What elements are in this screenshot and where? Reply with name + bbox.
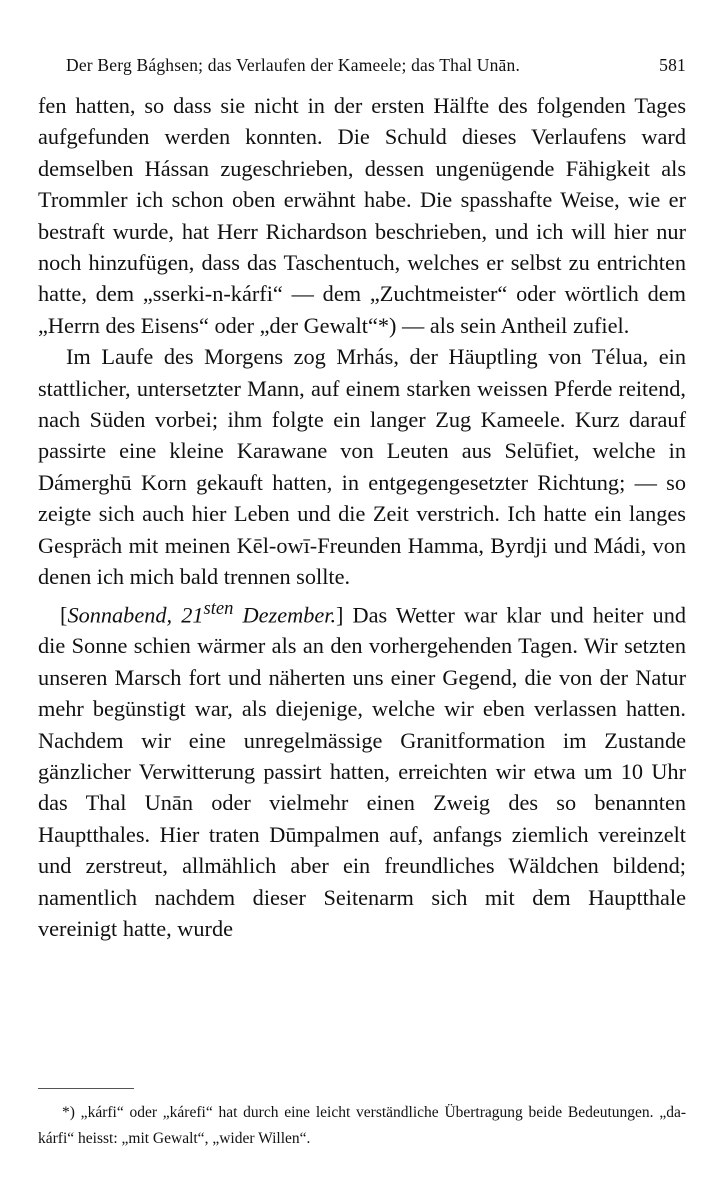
date-bracket-open: [ (60, 601, 68, 627)
footnote: *) „kárfi“ oder „kárefi“ hat durch eine leicht verständliche Übertragung beide Bedeutungen. „da-kárfi“ heisst: „mit Gewalt“, „wider Willen“. (38, 1104, 686, 1147)
date-heading-month: Dezember. (233, 601, 337, 627)
date-bracket-close: ] (336, 601, 344, 627)
paragraph-saturday (38, 593, 686, 945)
paragraph-continuation: fen hatten, so dass sie nicht in der ersten Hälfte des folgenden Tages aufgefunden werden konnten. Die Schuld dieses Verlaufens ward demselben Hássan zugeschrieben, dessen ungenügende Fähigkeit als Trommler ich schon oben erwähnt habe. Die spasshafte Weise, wie er bestraft wurde, hat Herr Richardson beschrieben, und ich will hier nur noch hinzufügen, dass das Taschentuch, welches er selbst zu entrichten hatte, dem „sserki-n-kárfi“ — dem „Zuchtmeister“ oder wörtlich dem „Herrn des Eisens“ oder „der Gewalt“*) — als sein Antheil zufiel. (38, 93, 686, 338)
main-text (38, 90, 686, 944)
date-heading-ordinal: sten (203, 597, 234, 619)
paragraph-saturday-text: Das Wetter war klar und heiter und die Sonne schien wärmer als an den vorhergehenden Tagen. Wir setzten unseren Marsch fort und näherten uns einer Gegend, die von der Natur mehr begünstigt war, als diejenige, welche wir eben verlassen hatten. Nachdem wir eine unregelmässige Granitformation im Zustande gänzlicher Verwitterung passirt hatten, erreichten wir etwa um 10 Uhr das Thal Unān oder vielmehr einen Zweig des so benannten Hauptthales. Hier traten Dūmpalmen auf, anfangs ziemlich vereinzelt und zerstreut, allmählich aber ein freundliches Wäldchen bildend; namentlich nachdem dieser Seitenarm sich mit dem Hauptthale vereinigt hatte, wurde (38, 601, 686, 941)
date-heading-day: Sonnabend, 21 (67, 601, 204, 627)
paragraph-morning: Im Laufe des Morgens zog Mrhás, der Häuptling von Télua, ein stattlicher, untersetzter Mann, auf einem starken weissen Pferde reitend, nach Süden vorbei; ihm folgte ein langer Zug Kameele. Kurz darauf passirte eine kleine Karawane von Leuten aus Selūfiet, welche in Dámerghū Korn gekauft hatten, in entgegengesetzter Richtung; — so zeigte sich auch hier Leben und die Zeit verstrich. Ich hatte ein langes Gespräch mit meinen Kēl-owī-Freunden Hamma, Byrdji und Mádi, von denen ich mich bald trennen sollte. (38, 344, 686, 590)
page-number: 581 (659, 55, 686, 75)
running-title: Der Berg Bághsen; das Verlaufen der Kameele; das Thal Unān. (66, 55, 521, 75)
footnote-divider (38, 1088, 134, 1089)
running-header (66, 55, 686, 76)
